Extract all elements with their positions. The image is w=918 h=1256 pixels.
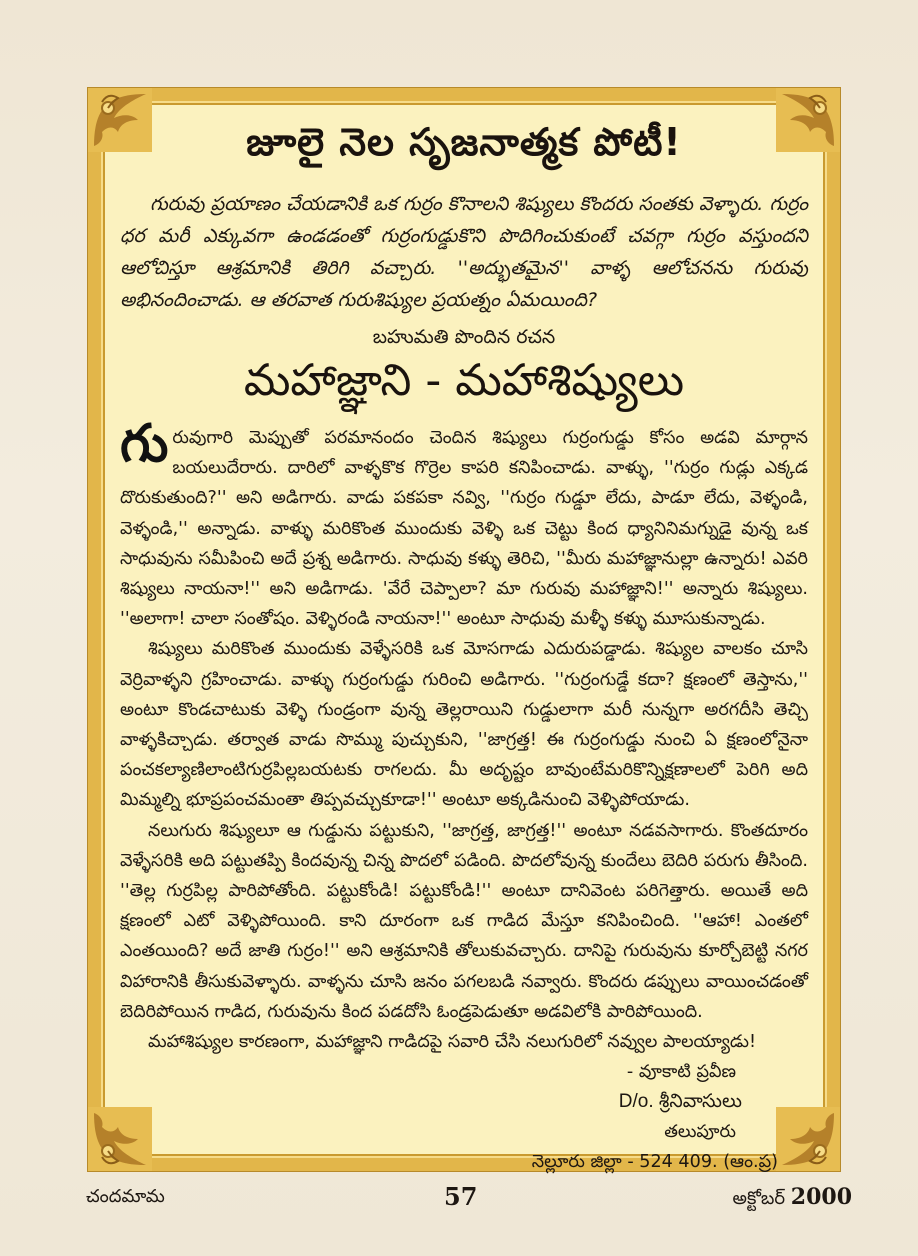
issue-year: 2000 (790, 1184, 852, 1210)
signature-block (120, 1057, 808, 1177)
drop-cap: గు (120, 414, 169, 474)
contest-title: జూలై నెల సృజనాత్మక పోటీ! (246, 120, 682, 164)
page-number: 57 (444, 1182, 478, 1211)
author-address: నెల్లూరు జిల్లా - 524 409. (ఆం.ప్ర) (531, 1152, 778, 1173)
magazine-name: చందమామ (86, 1186, 165, 1207)
story-body (120, 414, 808, 1057)
issue-date (733, 1184, 852, 1213)
story-paragraph: మహాశిష్యుల కారణంగా, మహాజ్ఞాని గాడిదపై సవారి చేసి నలుగురిలో నవ్వుల పాలయ్యాడు! (148, 1032, 757, 1053)
author-name: - వూకాటి ప్రవీణ (626, 1062, 736, 1083)
story-paragraph: నలుగురు శిష్యులూ ఆ గుడ్డును పట్టుకుని, ''జాగ్రత్త, జాగ్రత్త!'' అంటూ నడవసాగారు. కొంతదూరం వెళ్ళేసరికి అది పట్టుతప్పి కిందవున్న చిన్న పొదలో పడింది. పొదలోవున్న కుందేలు బెదిరి పరుగు తీసింది. ''తెల్ల గుర్రపిల్ల పారిపోతోంది. పట్టుకోండి! పట్టుకోండి!'' అంటూ దానివెంట పరిగెత్తారు. అయితే అది క్షణంలో ఎటో వెళ్ళిపోయింది. కాని దూరంగా ఒక గాడిద మేస్తూ కనిపించింది. ''ఆహా! ఎంతలో ఎంతయింది? అదే జాతి గుర్రం!'' అని ఆశ్రమానికి తోలుకువచ్చారు. దానిపై గురువును కూర్చోబెట్టి నగర విహారానికి తీసుకువెళ్ళారు. వాళ్ళను చూసి జనం పగలబడి నవ్వారు. కొందరు డప్పులు వాయించడంతో బెదిరిపోయిన గాడిద, గురువును కింద పడదోసి ఓండ్రపెడుతూ అడవిలోకి పారిపోయింది. (120, 820, 808, 1022)
prize-label: బహుమతి పొందిన రచన (372, 326, 556, 348)
page-footer (0, 1182, 918, 1222)
story-paragraph (120, 414, 808, 634)
author-village: తలుపూరు (664, 1122, 736, 1143)
paragraph-text: రువుగారి మెప్పుతో పరమానందం చెందిన శిష్యులు గుర్రంగుడ్డు కోసం అడవి మార్గాన బయలుదేరారు. దారిలో వాళ్ళకొక గొర్రెల కాపరి కనిపించాడు. వాళ్ళు, ''గుర్రం గుడ్లు ఎక్కడ దొరుకుతుంది?'' అని అడిగారు. వాడు పకపకా నవ్వి, ''గుర్రం గుడ్డూ లేదు, పాడూ లేదు, వెళ్ళండి, వెళ్ళండి,'' అన్నాడు. వాళ్ళు మరికొంత ముందుకు వెళ్ళి ఒక చెట్టు కింద ధ్యానినిమగ్నుడై వున్న ఒక సాధువును సమీపించి అదే ప్రశ్న అడిగారు. సాధువు కళ్ళు తెరిచి, ''మీరు మహాజ్ఞానుల్లా ఉన్నారు! ఎవరి శిష్యులు నాయనా!'' అని అడిగాడు. 'వేరే చెప్పాలా? మా గురువు మహాజ్ఞాని!'' అన్నారు శిష్యులు. ''అలాగా! చాలా సంతోషం. వెళ్ళిరండి నాయనా!'' అంటూ సాధువు మళ్ళీ కళ్ళు మూసుకున్నాడు. (120, 428, 808, 630)
intro-text: గురువు ప్రయాణం చేయడానికి ఒక గుర్రం కొనాలని శిష్యులు కొందరు సంతకు వెళ్ళారు. గుర్రం ధర మరీ ఎక్కువగా ఉండడంతో గుర్రంగుడ్డుకొని పొదిగించుకుంటే చవగ్గా గుర్రం వస్తుందని ఆలోచిస్తూ ఆశ్రమానికి తిరిగి వచ్చారు. ''అద్భుతమైన'' వాళ్ళ ఆలోచనను గురువు అభినందించాడు. ఆ తరవాత గురుశిష్యుల ప్రయత్నం ఏమయింది? (120, 193, 808, 311)
story-content (120, 110, 808, 1173)
author-parent: D/o. శ్రీనివాసులు (618, 1091, 742, 1113)
story-title: మహాజ్ఞాని - మహాశిష్యులు (243, 355, 685, 406)
story-paragraph: శిష్యులు మరికొంత ముందుకు వెళ్ళేసరికి ఒక మోసగాడు ఎదురుపడ్డాడు. శిష్యుల వాలకం చూసి వెర్రివాళ్ళని గ్రహించాడు. వాళ్ళు గుర్రంగుడ్డు గురించి అడిగారు. ''గుర్రంగుడ్డే కదా? క్షణంలో తెస్తాను,'' అంటూ కొండచాటుకు వెళ్ళి గుండ్రంగా వున్న తెల్లరాయిని గుడ్డులాగా మరీ నున్నగా అరగదీసి తెచ్చి వాళ్ళకిచ్చాడు. తర్వాత వాడు సొమ్ము పుచ్చుకుని, ''జాగ్రత్త! ఈ గుర్రంగుడ్డు నుంచి ఏ క్షణంలోనైనా పంచకల్యాణిలాంటిగుర్రపిల్లబయటకు రాగలదు. మీ అదృష్టం బావుంటేమరికొన్నిక్షణాలలో పెరిగి అది మిమ్మల్ని భూప్రపంచమంతా తిప్పవచ్చుకూడా!'' అంటూ అక్కడినుంచి వెళ్ళిపోయాడు. (120, 639, 808, 811)
intro-block (120, 188, 808, 316)
issue-month: అక్టోబర్ (732, 1188, 786, 1209)
